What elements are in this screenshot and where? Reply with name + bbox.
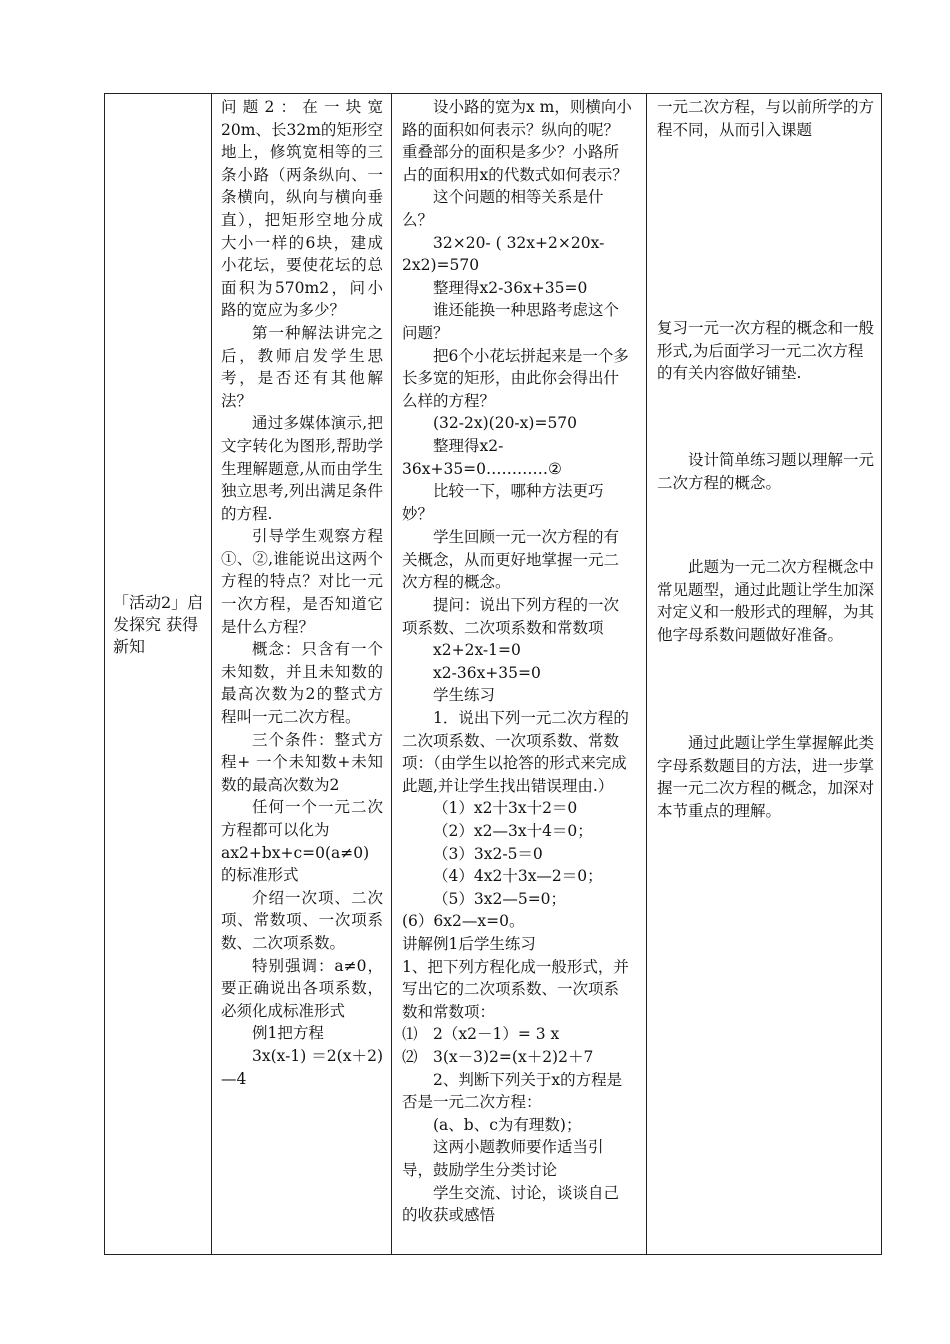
content-paragraph: 设小路的宽为x m，则横向小路的面积如何表示？纵向的呢？重叠部分的面积是多少？小路所占的面积用x的代数式如何表示？	[402, 98, 632, 184]
exercise-item: （2）x2—3x十4＝0；	[433, 822, 593, 840]
content-paragraph: 任何一个一元二次方程都可以化为	[221, 798, 383, 839]
content-paragraph: 学生练习	[433, 686, 496, 705]
exercise-item: （3）3x2-5＝0	[433, 844, 543, 863]
exercise-text: 2、判断下列关于x的方程是否是一元二次方程：	[402, 1070, 623, 1112]
content-paragraph: 提问：说出下列方程的一次项系数、二次项系数和常数项	[402, 596, 620, 637]
exercise-text: 1、把下列方程化成一般形式，并写出它的二次项系数、一次项系数和常数项：	[402, 957, 629, 1021]
content-paragraph: 把6个小花坛拼起来是一个多长多宽的矩形，由此你会得出什么样的方程？	[402, 346, 629, 410]
column-divider	[391, 94, 392, 1254]
teaching-content-column	[217, 94, 387, 1090]
content-paragraph: 这个问题的相等关系是什么？	[402, 188, 604, 229]
exercise-item: (6）6x2—x=0。	[402, 912, 525, 931]
content-paragraph: 比较一下，哪种方法更巧妙？	[402, 482, 604, 523]
content-paragraph: 第一种解法讲完之后，教师启发学生思考，是否还有其他解法？	[221, 323, 383, 410]
content-paragraph: 讲解例1后学生练习	[402, 934, 536, 953]
exercise-item: ⑴ 2（x2－1）= 3 x	[402, 1025, 560, 1044]
intent-paragraph: 设计简单练习题以理解一元二次方程的概念。	[657, 451, 875, 492]
lesson-table	[104, 93, 882, 1255]
content-paragraph: 谁还能换一种思路考虑这个问题？	[402, 301, 620, 342]
content-paragraph: 通过多媒体演示,把文字转化为图形,帮助学生理解题意,从而由学生独立思考,列出满足条件的方程.	[221, 414, 383, 523]
exercise-item: （5）3x2—5=0；	[433, 889, 567, 908]
equation: 整理得x2-36x+35=0…………②	[402, 436, 562, 478]
example-heading: 例1把方程	[252, 1024, 324, 1043]
content-paragraph: 特别强调：a≠0，要正确说出各项系数，必须化成标准形式	[221, 956, 383, 1020]
exercise-text: 1．说出下列一元二次方程的二次项系数、一次项系数、常数项：（由学生以抢答的形式来完成此题,并让学生找出错误理由.）	[402, 709, 629, 795]
equation: (32-2x)(20-x)=570	[433, 414, 578, 433]
example-equation: 3x(x-1) ＝2(x＋2)—4	[221, 1046, 383, 1088]
column-divider	[211, 94, 212, 1254]
intent-paragraph: 一元二次方程，与以前所学的方程不同，从而引入课题	[657, 98, 875, 139]
equation: x2+2x-1=0	[433, 641, 521, 660]
content-paragraph: 这两小题教师要作适当引导，鼓励学生分类讨论	[402, 1138, 604, 1179]
problem-text: 问题2：在一块宽20m、长32m的矩形空地上，修筑宽相等的三条小路（两条纵向、一条横向，纵向与横向垂直），把矩形空地分成大小一样的6块，建成小花坛，要使花坛的总面积为570m2，问小路的宽应为多少？	[221, 98, 383, 320]
column-divider	[646, 94, 647, 1254]
content-paragraph: 学生回顾一元一次方程的有关概念，从而更好地掌握一元二次方程的概念。	[402, 528, 620, 592]
equation: x2-36x+35=0	[433, 663, 541, 682]
content-paragraph: 引导学生观察方程①、②,谁能说出这两个方程的特点？对比一元一次方程，是否知道它是什么方程？	[221, 527, 383, 636]
content-paragraph: 三个条件：整式方程+ 一个未知数+未知数的最高次数为2	[221, 730, 383, 794]
standard-form: ax2+bx+c=0(a≠0)的标准形式	[221, 843, 370, 885]
equation: 整理得x2-36x+35=0	[433, 278, 588, 297]
exercise-item: （4）4x2十3x—2＝0；	[433, 867, 603, 886]
content-paragraph: 学生交流、讨论，谈谈自己的收获或感悟	[402, 1183, 620, 1225]
stage-label: 「活动2」启发探究 获得新知	[113, 593, 204, 656]
exercise-item: （1）x2十3x十2＝0	[433, 799, 578, 818]
intent-paragraph: 此题为一元二次方程概念中常见题型，通过此题让学生加深对定义和一般形式的理解，为其他字母系数问题做好准备。	[657, 558, 875, 644]
concept-definition: 概念：只含有一个未知数，并且未知数的最高次数为2的整式方程叫一元二次方程。	[221, 640, 383, 727]
equation: 32×20- ( 32x+2×20x-2x2)=570	[402, 233, 605, 275]
exercise-item: ⑵ 3(x－3)2=(x＋2)2＋7	[402, 1047, 594, 1066]
intent-paragraph: 复习一元一次方程的概念和一般形式,为后面学习一元二次方程的有关内容做好铺垫.	[657, 319, 875, 383]
exercise-note: (a、b、c为有理数)；	[433, 1115, 582, 1134]
intent-paragraph: 通过此题让学生掌握解此类字母系数题目的方法，进一步掌握一元二次方程的概念，加深对本节重点的理解。	[657, 734, 875, 820]
activity-column	[396, 94, 640, 1227]
design-intent-column	[651, 94, 883, 820]
content-paragraph: 介绍一次项、二次项、常数项、一次项系数、二次项系数。	[221, 888, 383, 952]
